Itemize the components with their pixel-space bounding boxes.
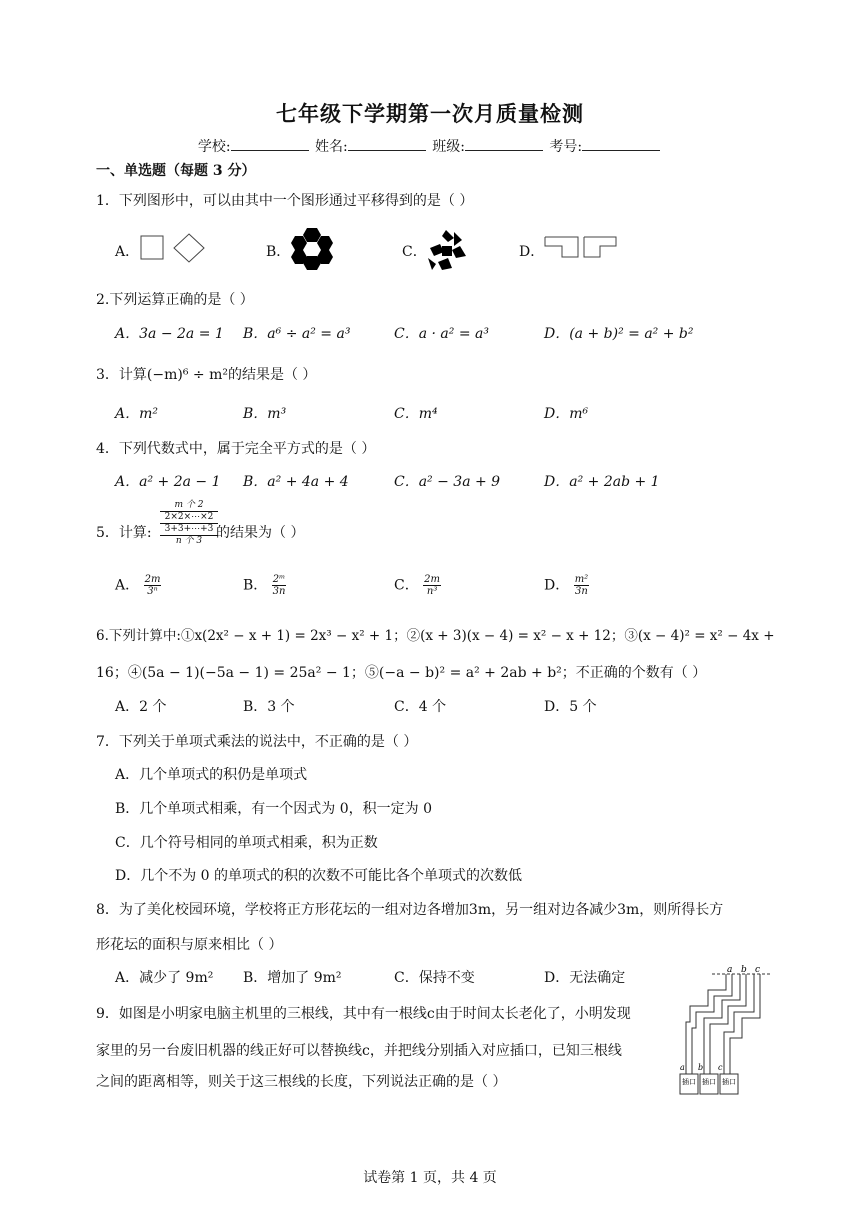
q5-option-d	[544, 574, 589, 597]
question-line-1: 下列计算中:①x(2x² − x + 1) = 2x³ − x² + 1；②(x + 3)(x − 4) = x² − x + 12；③(x − 4)² = x² − 4x +	[108, 628, 775, 644]
q2-option-b: B．a⁶ ÷ a² = a³	[243, 326, 351, 342]
q5-option-a	[115, 574, 161, 597]
question-number: 9．	[96, 1006, 119, 1022]
question-stem: 下列关于单项式乘法的说法中，不正确的是（ ）	[118, 734, 418, 750]
question-line-1: 如图是小明家电脑主机里的三根线，其中有一根线c由于时间太长老化了，小明发现	[118, 1006, 631, 1022]
q8-option-d: D．无法确定	[544, 970, 626, 986]
q7-option-b: B．几个单项式相乘，有一个因式为 0，积一定为 0	[115, 801, 433, 817]
question-3	[96, 364, 316, 384]
option-denominator: 3n	[575, 586, 588, 597]
label-c: c	[755, 965, 761, 975]
option-numerator: m²	[574, 574, 589, 585]
page-footer: 试卷第 1 页，共 4 页	[363, 1170, 497, 1186]
question-4	[96, 438, 375, 458]
question-number: 7．	[96, 734, 119, 750]
option-numerator: 2m	[144, 574, 161, 585]
q3-option-a: A．m²	[115, 406, 158, 422]
question-number: 8．	[96, 902, 119, 918]
frac-bottom-label: n 个 3	[175, 536, 203, 546]
plug-label-a: a	[680, 1063, 685, 1072]
q4-option-c: C．a² − 3a + 9	[394, 474, 501, 490]
question-stem: 下列图形中，可以由其中一个图形通过平移得到的是（ ）	[118, 193, 474, 209]
question-stem: 计算(−m)⁶ ÷ m²的结果是（ ）	[118, 367, 317, 383]
q1-option-a	[115, 241, 139, 261]
exam-no-blank	[582, 138, 660, 151]
label-a: a	[727, 965, 733, 975]
plug-label-b: b	[698, 1063, 704, 1072]
question-number: 3．	[96, 367, 119, 383]
page-title: 七年级下学期第一次月质量检测	[276, 101, 584, 126]
plug-text-a: 插口	[682, 1078, 696, 1086]
option-label: D．	[519, 244, 545, 260]
q8-option-c: C．保持不变	[394, 970, 475, 986]
q1-figure-b-hexagons	[288, 226, 338, 272]
q3-option-d: D．m⁶	[544, 406, 589, 422]
plug-text-c: 插口	[722, 1078, 736, 1086]
q2-option-c: C．a · a² = a³	[394, 326, 489, 342]
option-label: D．	[544, 577, 570, 594]
q3-option-b: B．m³	[243, 406, 287, 422]
question-6-line-2: 16；④(5a − 1)(−5a − 1) = 25a² − 1；⑤(−a − b)² = a² + 2ab + b²；不正确的个数有（ ）	[96, 665, 707, 681]
option-denominator: n³	[426, 586, 438, 597]
q4-option-a: A．a² + 2a − 1	[115, 474, 221, 490]
question-1	[96, 190, 473, 210]
q2-option-a: A．3a − 2a = 1	[115, 326, 224, 342]
q8-option-b: B．增加了 9m²	[243, 970, 342, 986]
q1-figure-d	[542, 233, 620, 261]
q5-fraction	[160, 500, 218, 547]
question-8	[96, 899, 723, 919]
q4-option-d: D．a² + 2ab + 1	[544, 474, 660, 490]
option-label: B．	[243, 577, 268, 594]
question-stem-pre: 计算:	[118, 525, 152, 541]
q1-option-b	[266, 241, 290, 261]
class-blank	[465, 138, 543, 151]
q5-option-b	[243, 574, 286, 597]
q7-option-a: A．几个单项式的积仍是单项式	[115, 767, 308, 783]
label-b: b	[741, 965, 747, 975]
q6-option-b: B．3 个	[243, 699, 295, 715]
q3-option-c: C．m⁴	[394, 406, 438, 422]
section-heading: 一、单选题（每题 3 分）	[96, 163, 256, 179]
question-9-line-2: 家里的另一台废旧机器的线正好可以替换线c，并把线分别插入对应插口，已知三根线	[96, 1043, 622, 1059]
q2-option-d: D．(a + b)² = a² + b²	[544, 326, 694, 342]
q6-option-d: D．5 个	[544, 699, 597, 715]
name-label: 姓名:	[315, 139, 348, 155]
option-numerator: 2ᵐ	[272, 574, 286, 585]
question-5	[96, 522, 152, 542]
question-number: 1．	[96, 193, 119, 209]
name-blank	[348, 138, 426, 151]
q1-figure-a	[138, 230, 210, 266]
plug-text-b: 插口	[702, 1078, 716, 1086]
question-number: 5．	[96, 525, 119, 541]
class-label: 班级:	[432, 139, 465, 155]
q6-option-a: A．2 个	[115, 699, 167, 715]
q1-option-c	[402, 241, 427, 261]
option-denominator: 3ⁿ	[147, 586, 158, 597]
question-stem-post: 的结果为（ ）	[216, 525, 305, 541]
frac-denominator: 3+3+⋯+3	[160, 524, 218, 536]
q9-cable-figure	[672, 962, 772, 1098]
exam-no-label: 考号:	[549, 139, 583, 155]
option-denominator: 3n	[272, 586, 286, 597]
plug-label-c: c	[718, 1063, 723, 1072]
question-number: 6.	[96, 628, 109, 644]
student-info-line	[0, 136, 860, 156]
question-2	[96, 289, 254, 309]
q5-option-c	[394, 574, 441, 597]
option-label: A．	[115, 577, 140, 594]
question-stem: 下列运算正确的是（ ）	[109, 292, 254, 308]
q4-option-b: B．a² + 4a + 4	[243, 474, 349, 490]
option-label: B．	[266, 244, 291, 260]
school-label: 学校:	[197, 139, 231, 155]
option-label: C．	[402, 244, 427, 260]
school-blank	[231, 138, 309, 151]
option-label: C．	[394, 577, 419, 594]
question-9	[96, 1003, 631, 1023]
option-label: A．	[115, 244, 140, 260]
q1-option-d	[519, 241, 544, 261]
question-number: 2.	[96, 292, 110, 308]
q6-option-c: C．4 个	[394, 699, 447, 715]
q1-figure-c-pinwheel	[424, 228, 470, 272]
question-line-1: 为了美化校园环境，学校将正方形花坛的一组对边各增加3m，另一组对边各减少3m，则所得长方	[118, 902, 724, 918]
q7-option-c: C．几个符号相同的单项式相乘，积为正数	[115, 835, 378, 851]
q8-option-a: A．减少了 9m²	[115, 970, 214, 986]
q7-option-d: D．几个不为 0 的单项式的积的次数不可能比各个单项式的次数低	[115, 868, 523, 884]
question-stem: 下列代数式中，属于完全平方式的是（ ）	[118, 441, 376, 457]
question-9-line-3: 之间的距离相等，则关于这三根线的长度，下列说法正确的是（ ）	[96, 1074, 507, 1090]
question-8-line-2: 形花坛的面积与原来相比（ ）	[96, 937, 283, 953]
question-number: 4．	[96, 441, 119, 457]
frac-numerator: 2×2×⋯×2	[160, 511, 218, 524]
question-6	[96, 624, 775, 644]
option-numerator: 2m	[424, 574, 441, 585]
frac-top-label: m 个 2	[174, 500, 204, 510]
question-7	[96, 731, 417, 751]
